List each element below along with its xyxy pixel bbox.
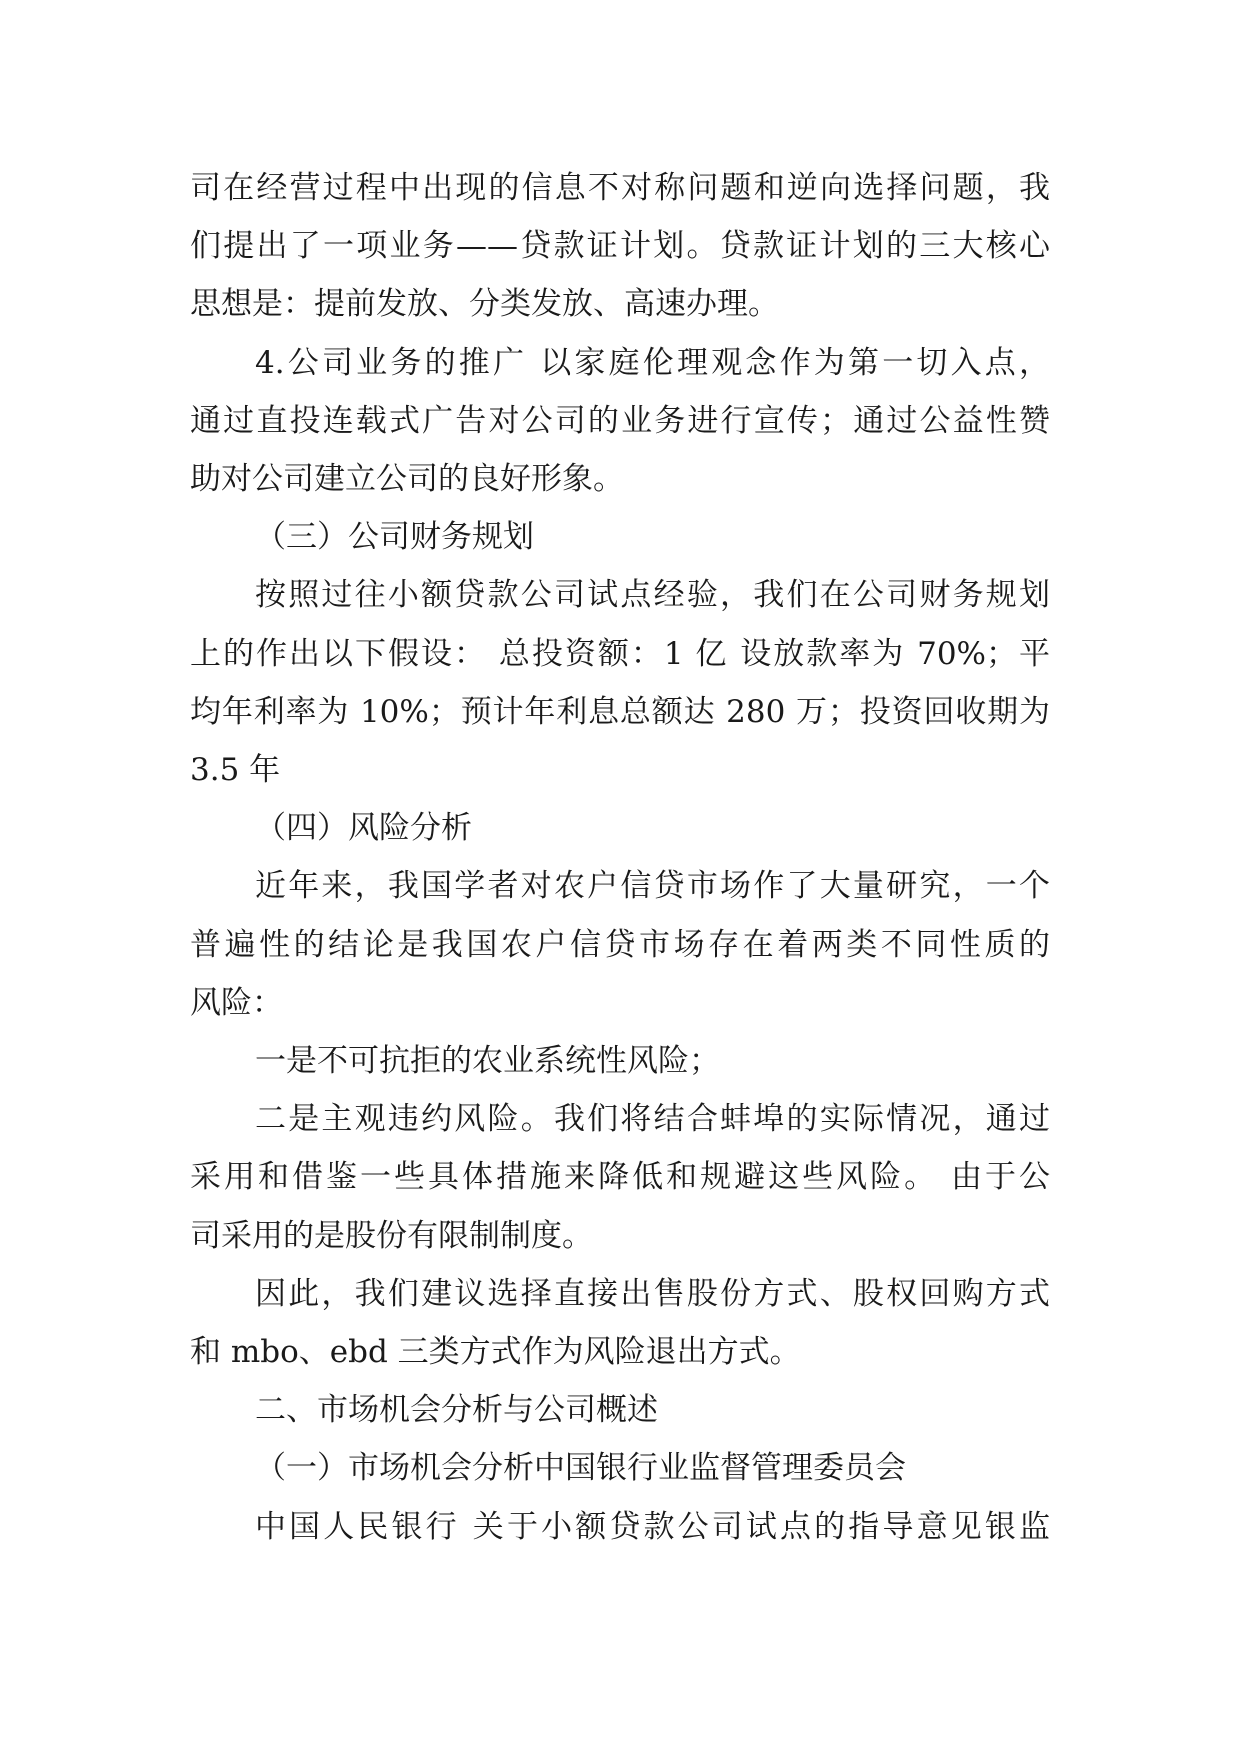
text-line: 司采用的是股份有限制制度。 <box>190 1218 593 1254</box>
paragraph-start: 因此，我们建议选择直接出售股份方式、股权回购方式 <box>255 1276 1050 1312</box>
text-line: 们提出了一项业务——贷款证计划。贷款证计划的三大核心 <box>190 228 1050 264</box>
text-line: 和 mbo、ebd 三类方式作为风险退出方式。 <box>190 1334 801 1370</box>
text-line: 上的作出以下假设： 总投资额：1 亿 设放款率为 70%；平 <box>190 636 1050 672</box>
paragraph-start: 二是主观违约风险。我们将结合蚌埠的实际情况，通过 <box>255 1101 1050 1137</box>
section-heading: （三）公司财务规划 <box>255 519 534 555</box>
section-heading: （一）市场机会分析中国银行业监督管理委员会 <box>255 1450 906 1486</box>
text-line: 助对公司建立公司的良好形象。 <box>190 461 624 497</box>
section-heading: 二、市场机会分析与公司概述 <box>255 1392 658 1428</box>
text-line: 思想是：提前发放、分类发放、高速办理。 <box>190 286 779 322</box>
paragraph-start: 按照过往小额贷款公司试点经验，我们在公司财务规划 <box>255 577 1050 613</box>
text-line: 普遍性的结论是我国农户信贷市场存在着两类不同性质的 <box>190 927 1050 963</box>
text-line: 通过直投连载式广告对公司的业务进行宣传；通过公益性赞 <box>190 403 1050 439</box>
paragraph-start: 中国人民银行 关于小额贷款公司试点的指导意见银监 <box>255 1509 1050 1545</box>
text-line: 采用和借鉴一些具体措施来降低和规避这些风险。 由于公 <box>190 1159 1050 1195</box>
text-line: 风险： <box>190 985 283 1021</box>
section-heading: （四）风险分析 <box>255 810 472 846</box>
text-line: 3.5 年 <box>190 752 281 788</box>
text-line: 均年利率为 10%；预计年利息总额达 280 万；投资回收期为 <box>190 694 1050 730</box>
text-line: 司在经营过程中出现的信息不对称问题和逆向选择问题，我 <box>190 170 1050 206</box>
paragraph-start: 近年来，我国学者对农户信贷市场作了大量研究，一个 <box>255 868 1050 904</box>
numbered-paragraph-start: 4.公司业务的推广 以家庭伦理观念作为第一切入点， <box>255 345 1050 381</box>
paragraph-start: 一是不可抗拒的农业系统性风险； <box>255 1043 720 1079</box>
